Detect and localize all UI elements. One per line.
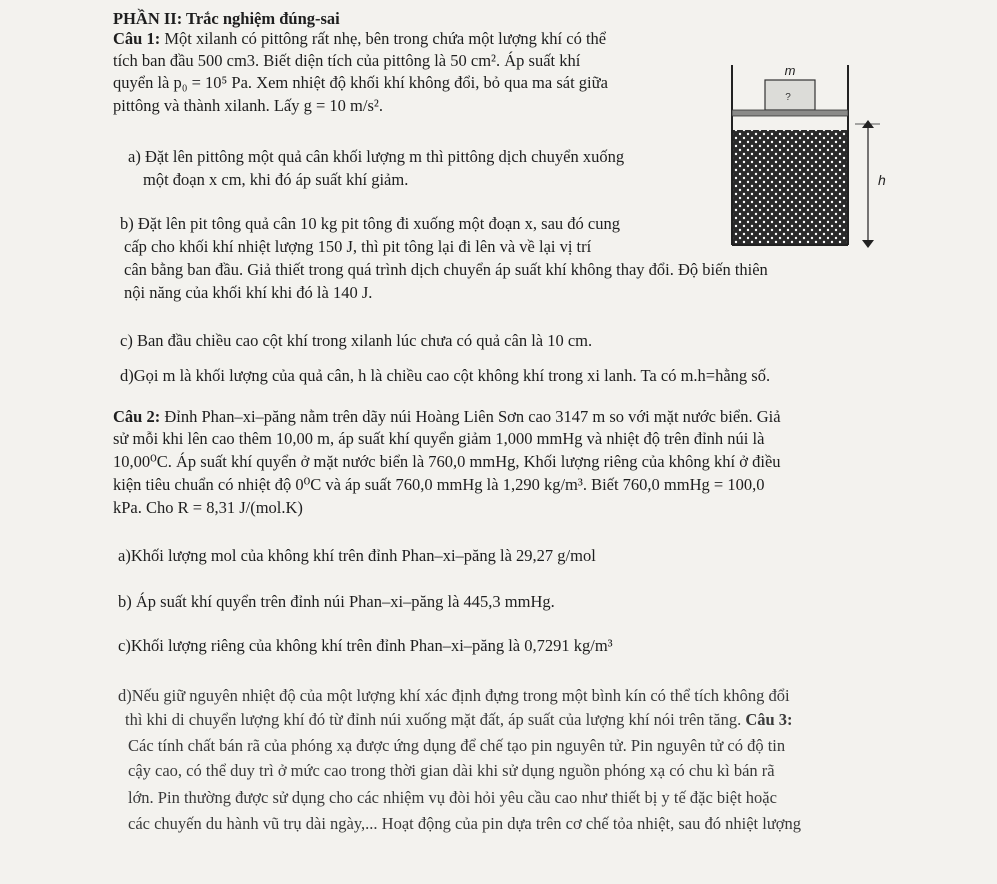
q2-statement-a: a)Khối lượng mol của không khí trên đỉnh Phan–xi–păng là 29,27 g/mol bbox=[118, 546, 596, 565]
piston-cylinder-figure bbox=[730, 60, 930, 260]
q2-statement-d-line-2: thì khi di chuyển lượng khí đó từ đỉnh núi xuống mặt đất, áp suất của lượng khí nói trên tăng. Câu 3: bbox=[125, 710, 793, 729]
section-title: PHẦN II: Trắc nghiệm đúng-sai bbox=[113, 9, 340, 28]
q1-statement-c: c) Ban đầu chiều cao cột khí trong xilanh lúc chưa có quả cân là 10 cm. bbox=[120, 331, 593, 350]
q3-line-4: các chuyến du hành vũ trụ dài ngày,... Hoạt động của pin dựa trên cơ chế tỏa nhiệt, sau đó nhiệt lượng bbox=[128, 814, 801, 833]
q2-intro-line-5: kPa. Cho R = 8,31 J/(mol.K) bbox=[113, 498, 303, 517]
piston bbox=[732, 110, 848, 116]
q2-statement-b: b) Áp suất khí quyển trên đỉnh núi Phan–xi–păng là 445,3 mmHg. bbox=[118, 592, 555, 611]
q3-line-1: Các tính chất bán rã của phóng xạ được ứng dụng để chế tạo pin nguyên tử. Pin nguyên tử có độ tin bbox=[128, 736, 786, 755]
q1-statement-a-line-2: một đoạn x cm, khi đó áp suất khí giảm. bbox=[143, 170, 409, 189]
q2-intro-line-2: sử mỗi khi lên cao thêm 10,00 m, áp suất khí quyển giảm 1,000 mmHg và nhiệt độ trên đỉnh núi là bbox=[113, 429, 765, 448]
q1-intro-line-1: Câu 1: Một xilanh có pittông rất nhẹ, bên trong chứa một lượng khí có thể bbox=[113, 29, 607, 48]
q1-statement-b-line-2: cấp cho khối khí nhiệt lượng 150 J, thì pit tông lại đi lên và về lại vị trí bbox=[124, 237, 592, 256]
mass-label: m bbox=[784, 63, 796, 78]
q1-statement-b-line-1: b) Đặt lên pit tông quả cân 10 kg pit tông đi xuống một đoạn x, sau đó cung bbox=[120, 214, 620, 233]
q2-intro-line-4: kiện tiêu chuẩn có nhiệt độ 0⁰C và áp suất 760,0 mmHg là 1,290 kg/m³. Biết 760,0 mmHg = 100,0 bbox=[113, 475, 765, 494]
height-label: h bbox=[878, 172, 886, 188]
q1-intro-line-2: tích ban đầu 500 cm3. Biết diện tích của pittông là 50 cm². Áp suất khí bbox=[113, 51, 581, 70]
q2-statement-d-line-1: d)Nếu giữ nguyên nhiệt độ của một lượng khí xác định đựng trong một bình kín có thể tích không đổi bbox=[118, 686, 790, 705]
q3-line-2: cậy cao, có thể duy trì ở mức cao trong thời gian dài khi sử dụng nguồn phóng xạ có chu kì bán rã bbox=[128, 761, 775, 780]
height-arrow-bottom bbox=[862, 240, 874, 248]
q2-statement-c: c)Khối lượng riêng của không khí trên đỉnh Phan–xi–păng là 0,7291 kg/m³ bbox=[118, 636, 613, 655]
q1-statement-b-line-3: cân bằng ban đầu. Giả thiết trong quá trình dịch chuyển áp suất khí không thay đổi. Độ biến thiên bbox=[124, 260, 768, 279]
q1-intro-line-4: pittông và thành xilanh. Lấy g = 10 m/s². bbox=[113, 96, 383, 115]
gas-particles bbox=[733, 130, 847, 244]
q3-line-3: lớn. Pin thường được sử dụng cho các nhiệm vụ đòi hỏi yêu cầu cao như thiết bị y tế đặc biệt hoặc bbox=[128, 788, 777, 807]
q1-statement-a-line-1: a) Đặt lên pittông một quả cân khối lượng m thì pittông dịch chuyển xuống bbox=[128, 147, 625, 166]
mass-mark: ? bbox=[785, 92, 791, 103]
q1-intro-line-3: quyển là p₀ = 10⁵ Pa. Xem nhiệt độ khối khí không đổi, bỏ qua ma sát giữa bbox=[113, 73, 608, 92]
q1-statement-b-line-4: nội năng của khối khí khi đó là 140 J. bbox=[124, 283, 373, 302]
q2-intro-line-1: Câu 2: Đỉnh Phan–xi–păng nằm trên dãy núi Hoàng Liên Sơn cao 3147 m so với mặt nước biển. Giả bbox=[113, 407, 781, 426]
q3-label: Câu 3: bbox=[745, 710, 793, 729]
q1-statement-d: d)Gọi m là khối lượng của quả cân, h là chiều cao cột không khí trong xi lanh. Ta có m.h=hằng số. bbox=[120, 366, 771, 385]
q2-label: Câu 2: bbox=[113, 407, 161, 426]
q2-intro-line-3: 10,00⁰C. Áp suất khí quyển ở mặt nước biển là 760,0 mmHg, Khối lượng riêng của không khí ở điều bbox=[113, 452, 781, 471]
q1-label: Câu 1: bbox=[113, 29, 161, 48]
